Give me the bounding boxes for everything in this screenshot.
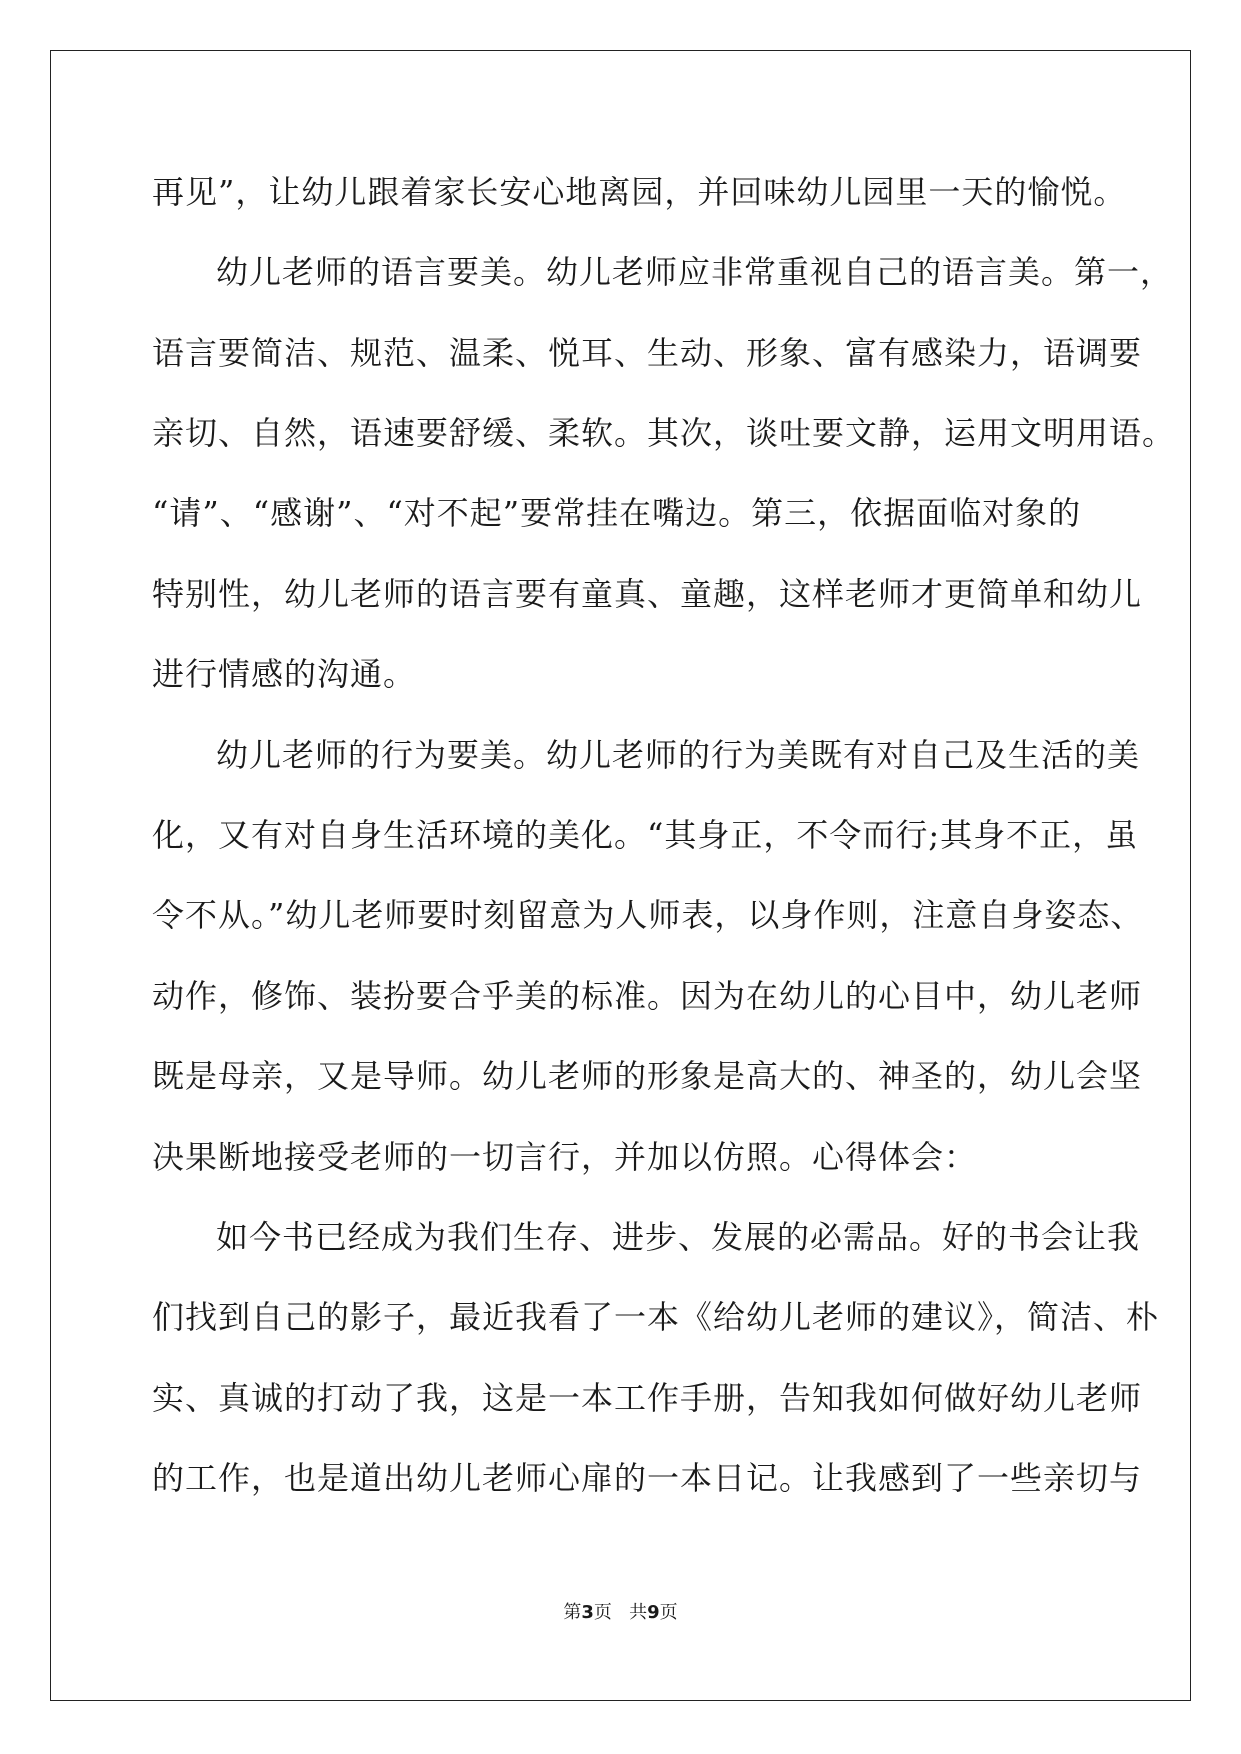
total-pages-suffix: 页 xyxy=(659,1602,678,1623)
text-line: 亲切、自然，语速要舒缓、柔软。其次，谈吐要文静，运用文明用语。 xyxy=(152,414,1176,452)
text-line: 化，又有对自身生活环境的美化。“其身正，不令而行;其身不正，虽 xyxy=(152,816,1139,854)
text-line: 令不从。”幼儿老师要时刻留意为人师表，以身作则，注意自身姿态、 xyxy=(152,896,1144,934)
current-page-number: 3 xyxy=(581,1602,594,1623)
text-line: 决果断地接受老师的一切言行，并加以仿照。心得体会： xyxy=(152,1138,978,1176)
text-line: 语言要简洁、规范、温柔、悦耳、生动、形象、富有感染力，语调要 xyxy=(152,334,1143,372)
text-line: 的工作，也是道出幼儿老师心扉的一本日记。让我感到了一些亲切与 xyxy=(152,1459,1143,1497)
page-border xyxy=(50,50,1191,1701)
text-line: 进行情感的沟通。 xyxy=(152,655,417,693)
total-pages-number: 9 xyxy=(647,1602,660,1623)
page-number-suffix: 页 xyxy=(593,1602,612,1623)
text-line: 特别性，幼儿老师的语言要有童真、童趣，这样老师才更简单和幼儿 xyxy=(152,575,1143,613)
total-pages-prefix: 共 xyxy=(629,1602,648,1623)
text-line: 幼儿老师的行为要美。幼儿老师的行为美既有对自己及生活的美 xyxy=(216,736,1141,774)
text-line: 动作，修饰、装扮要合乎美的标准。因为在幼儿的心目中，幼儿老师 xyxy=(152,977,1143,1015)
page-number-prefix: 第 xyxy=(563,1602,582,1623)
text-line: 们找到自己的影子，最近我看了一本《给幼儿老师的建议》，简洁、朴 xyxy=(152,1298,1160,1336)
text-line: 实、真诚的打动了我，这是一本工作手册，告知我如何做好幼儿老师 xyxy=(152,1379,1143,1417)
text-line: 幼儿老师的语言要美。幼儿老师应非常重视自己的语言美。第一， xyxy=(216,253,1174,291)
text-line: “请”、“感谢”、“对不起”要常挂在嘴边。第三，依据面临对象的 xyxy=(152,494,1082,532)
text-line: 如今书已经成为我们生存、进步、发展的必需品。好的书会让我 xyxy=(216,1218,1141,1256)
text-line: 再见”，让幼儿跟着家长安心地离园，并回味幼儿园里一天的愉悦。 xyxy=(152,173,1127,211)
text-line: 既是母亲，又是导师。幼儿老师的形象是高大的、神圣的，幼儿会坚 xyxy=(152,1057,1143,1095)
page-footer xyxy=(0,1598,1241,1624)
